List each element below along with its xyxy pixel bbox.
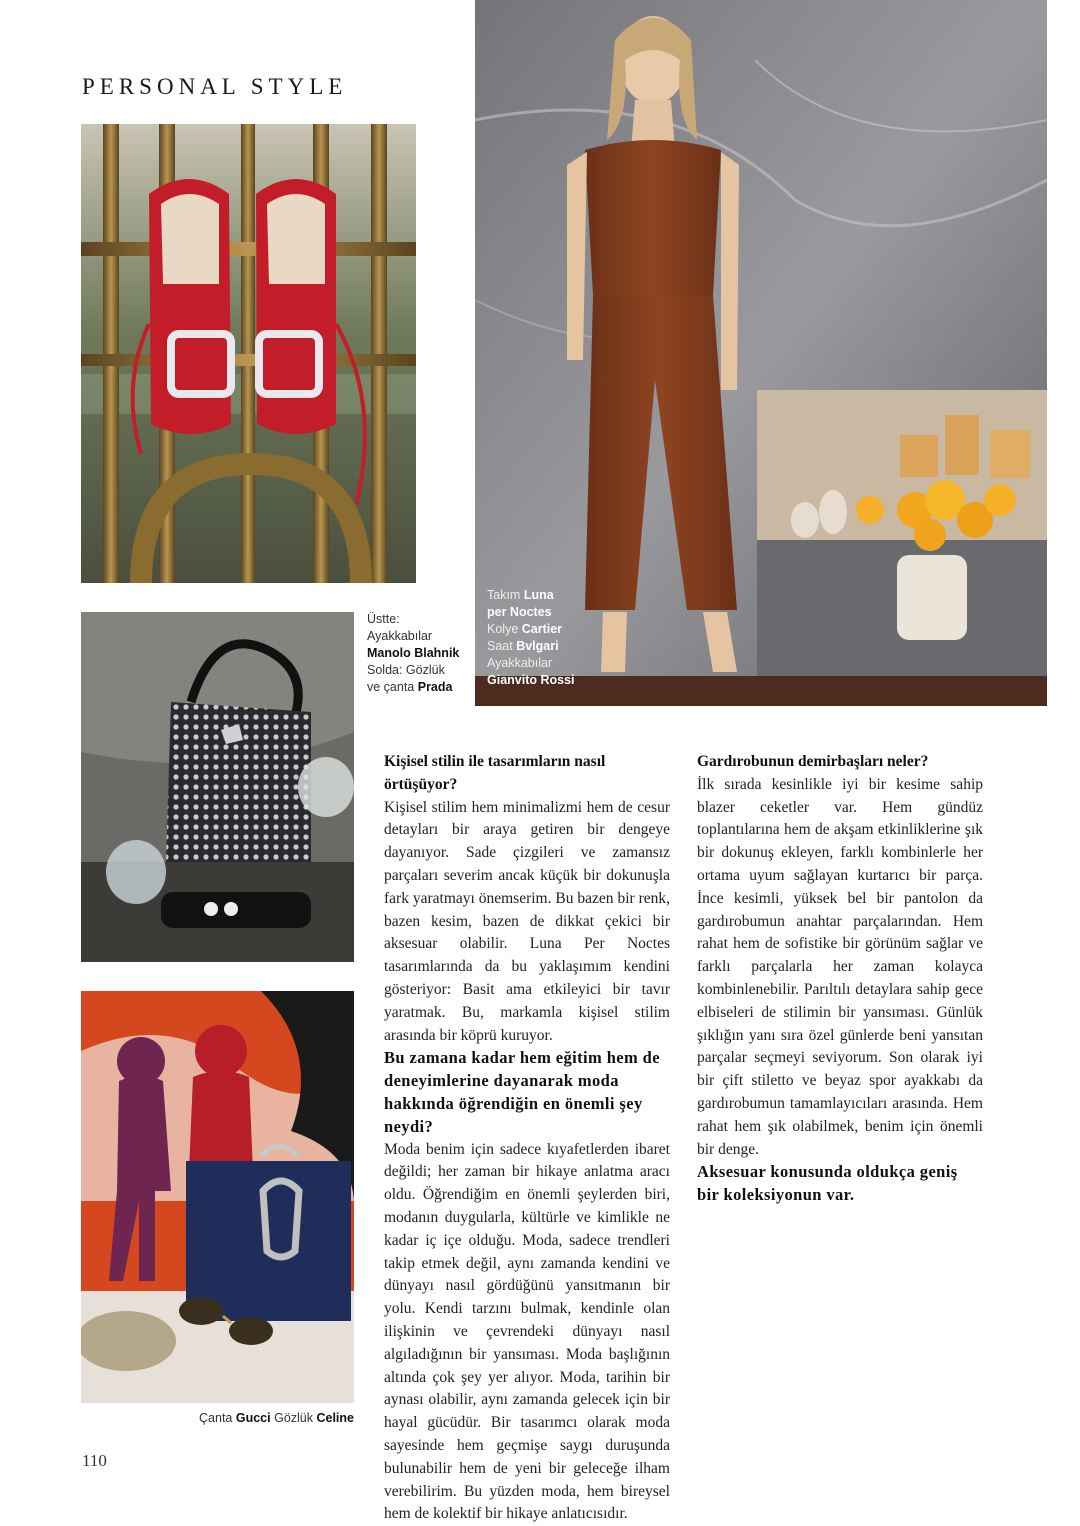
caption-text: Gözlük xyxy=(270,1411,317,1425)
caption-text: Çanta xyxy=(199,1411,236,1425)
bottom-caption xyxy=(150,1410,354,1427)
question-4: Aksesuar konusunda oldukça geniş bir koleksiyonun var. xyxy=(697,1162,958,1205)
side-caption xyxy=(367,611,467,696)
caption-brand: Prada xyxy=(417,680,453,694)
bag-photo xyxy=(81,612,354,962)
caption-text: Ayakkabılar xyxy=(487,656,553,670)
caption-text: ve çanta xyxy=(367,680,418,694)
caption-text: Takım xyxy=(487,588,524,602)
answer-1: Kişisel stilim hem minimalizmi hem de cesur detayları bir araya getiren bir dengeye dayanıyor. Sade çizgileri ve zamansız parçaları severim ancak küçük bir dokunuşla fark yaratmayı önemserim. Bu bazen bir renk, bazen kesim, bazen de dikkat çekici bir aksesuar olabilir. Luna Per Noctes tasarımlarında da bu yaklaşımım kendini gösteriyor: Basit ama etkileyici bir tavır yaratmak. Bu, markamla kişisel stilim arasında bir köprü kuruyor. xyxy=(384,798,670,1044)
shoes-photo xyxy=(81,124,416,583)
bag-illustration xyxy=(81,612,354,962)
caption-brand: Luna xyxy=(523,588,554,602)
caption-text: Üstte: xyxy=(367,612,400,626)
gucci-illustration xyxy=(81,991,354,1403)
gucci-photo xyxy=(81,991,354,1403)
caption-brand: per Noctes xyxy=(487,605,552,619)
caption-brand: Gianvito Rossi xyxy=(487,673,575,687)
page-number: 110 xyxy=(82,1451,107,1470)
portrait-caption xyxy=(487,587,575,689)
question-2: Bu zamana kadar hem eğitim hem de deneyimlerine dayanarak moda hakkında öğrendiğin en önemli şey neydi? xyxy=(384,1048,660,1136)
caption-text: Solda: Gözlük xyxy=(367,663,445,677)
question-3: Gardırobunun demirbaşları neler? xyxy=(697,753,929,770)
caption-brand: Bvlgari xyxy=(516,639,559,653)
caption-brand: Celine xyxy=(316,1411,354,1425)
caption-text: Saat xyxy=(487,639,517,653)
article-column-2 xyxy=(697,751,983,1441)
caption-text: Kolye xyxy=(487,622,522,636)
caption-brand: Cartier xyxy=(521,622,563,636)
answer-2: Moda benim için sadece kıyafetlerden ibaret değildi; her zaman bir hikaye anlatma aracı oldu. Öğrendiğim en önemli şeylerden biri, modanın duygularla, kültürle ve kimlikle ne kadar iç içe olduğu. Moda, sadece trendleri takip etmek değil, aynı zamanda kendini ve dünyayı nasıl gördüğünü yansıtmanın bir yolu. Kendi tarzını bulmak, kendinle olan ilişkinin ve çevrendeki dünyayı nasıl algıladığının bir yansıması. Moda başlığının altında çok şey yer alıyor. Moda, tarihin bir aynası olabilir, aynı zamanda gelecek için bir hayal gücüdür. Bir tasarımcı olarak moda sayesinde hem geçmişe saygı duruşunda bulunabilir hem de yeni bir geleceğe ilham verebilirim. Bu yüzden moda, hem bireysel hem de kolektif bir hikaye anlatıcısıdır. xyxy=(384,1140,670,1523)
caption-text: Ayakkabılar xyxy=(367,629,433,643)
caption-brand: Manolo Blahnik xyxy=(367,646,460,660)
article-column-1 xyxy=(384,751,670,1526)
shoes-illustration xyxy=(81,124,416,583)
caption-brand: Gucci xyxy=(235,1411,271,1425)
question-1: Kişisel stilin ile tasarımların nasıl örtüşüyor? xyxy=(384,753,606,793)
answer-3: İlk sırada kesinlikle iyi bir kesime sahip blazer ceketler var. Hem gündüz toplantılarına hem de akşam etkinliklerine şık bir dokunuş ekleyen, farklı kombinlerle her ortama uyum sağlayan kurtarıcı bir parça. İnce kesimli, yüksek bel bir pantolon da gardırobumun anahtar parçalarından. Hem rahat hem de sofistike bir görünüm sağlar ve farklı parçalarla her zaman kolayca kombinlenebilir. Parıltılı detaylara sahip gece elbiseleri de stilimin bir yansıması. Günlük şıklığın yanı sıra özel günlerde beni yansıtan parçalar seçmeyi seviyorum. Son olarak iyi bir çift stiletto ve beyaz spor ayakkabı da gardırobumun tamamlayıcıları arasında. Hem rahat hem şık olabilmek, benim için önemli bir denge. xyxy=(697,775,983,1158)
section-title: PERSONAL STYLE xyxy=(82,74,348,99)
